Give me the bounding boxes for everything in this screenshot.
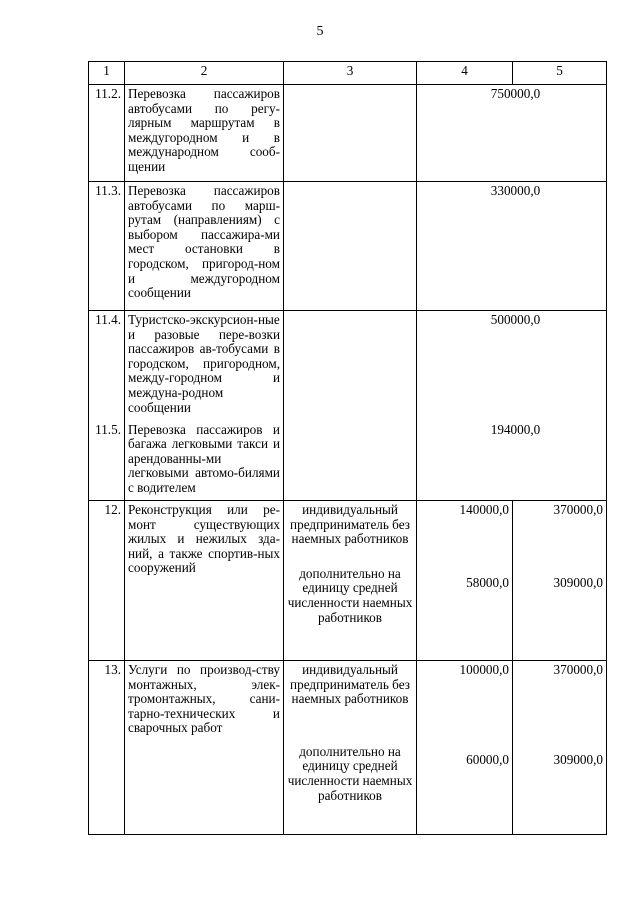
activity-description — [125, 501, 284, 661]
category-cell — [284, 421, 417, 501]
rate-value-text: 194000,0 — [490, 421, 541, 437]
rate-individual: 370000,0 — [553, 662, 603, 677]
rate-col5 — [513, 661, 607, 835]
activity-description — [125, 661, 284, 835]
activity-description — [125, 311, 284, 421]
rate-additional: 60000,0 — [466, 751, 509, 767]
rate-individual: 140000,0 — [459, 502, 509, 517]
rate-value — [417, 311, 607, 421]
row-number: 11.4. — [89, 311, 125, 421]
row-number: 11.2. — [89, 85, 125, 182]
tax-rates-table — [88, 61, 607, 835]
rate-additional: 309000,0 — [553, 574, 603, 590]
activity-description — [125, 85, 284, 182]
column-header: 4 — [417, 62, 513, 85]
category-individual: индивидуальный предприниматель без наемных работников — [290, 502, 410, 547]
table-row — [89, 421, 607, 501]
description-text: Перевозка пассажиров автобусами по регу-лярным маршрутам в междугородном и в международном сооб-щении — [128, 86, 280, 174]
description-text: Туристско-экскурсион-ные и разовые пере-возки пассажиров ав-тобусами в городском, пригородном, между-городном и междуна-родном сообщении — [128, 312, 280, 415]
column-header: 5 — [513, 62, 607, 85]
category-cell — [284, 501, 417, 661]
rate-col4 — [417, 661, 513, 835]
rate-additional: 58000,0 — [466, 574, 509, 590]
category-cell — [284, 85, 417, 182]
category-individual: индивидуальный предприниматель без наемных работников — [290, 662, 410, 707]
column-header: 2 — [125, 62, 284, 85]
category-additional: дополнительно на единицу средней численности наемных работников — [287, 743, 413, 803]
rate-value — [417, 182, 607, 311]
description-text: Реконструкция или ре-монт существующих жилых и нежилых зда-ний, а также спортив-ных сооружений — [128, 502, 280, 576]
rate-value-text: 500000,0 — [490, 312, 541, 327]
activity-description — [125, 421, 284, 501]
row-number: 11.5. — [89, 421, 125, 501]
category-cell — [284, 182, 417, 311]
rate-value — [417, 421, 607, 501]
rate-individual: 370000,0 — [553, 502, 603, 517]
activity-description — [125, 182, 284, 311]
table-row — [89, 501, 607, 661]
table-row — [89, 661, 607, 835]
rate-individual: 100000,0 — [459, 662, 509, 677]
rate-value-text: 330000,0 — [490, 183, 541, 198]
description-text: Перевозка пассажиров автобусами по марш-рутам (направлениям) с выбором пассажира-ми мест остановки в городском, пригород-ном и междугородном сообщении — [128, 183, 280, 301]
rate-additional: 309000,0 — [553, 751, 603, 767]
category-additional: дополнительно на единицу средней численности наемных работников — [287, 565, 413, 625]
description-text: Перевозка пассажиров и багажа легковыми такси и арендованны-ми легковыми автомо-билями с водителем — [128, 421, 280, 495]
description-text: Услуги по производ-ству монтажных, элек-тромонтажных, сани-тарно-технических и сварочных работ — [128, 662, 280, 736]
table-header-row — [89, 62, 607, 85]
row-number: 11.3. — [89, 182, 125, 311]
row-number: 13. — [89, 661, 125, 835]
column-header: 3 — [284, 62, 417, 85]
row-number: 12. — [89, 501, 125, 661]
page-number: 5 — [316, 24, 324, 39]
table-row — [89, 182, 607, 311]
rate-col4 — [417, 501, 513, 661]
rate-value — [417, 85, 607, 182]
category-cell — [284, 311, 417, 421]
column-header: 1 — [89, 62, 125, 85]
table-row — [89, 85, 607, 182]
category-cell — [284, 661, 417, 835]
rate-col5 — [513, 501, 607, 661]
table-row — [89, 311, 607, 421]
rate-value-text: 750000,0 — [490, 86, 541, 101]
